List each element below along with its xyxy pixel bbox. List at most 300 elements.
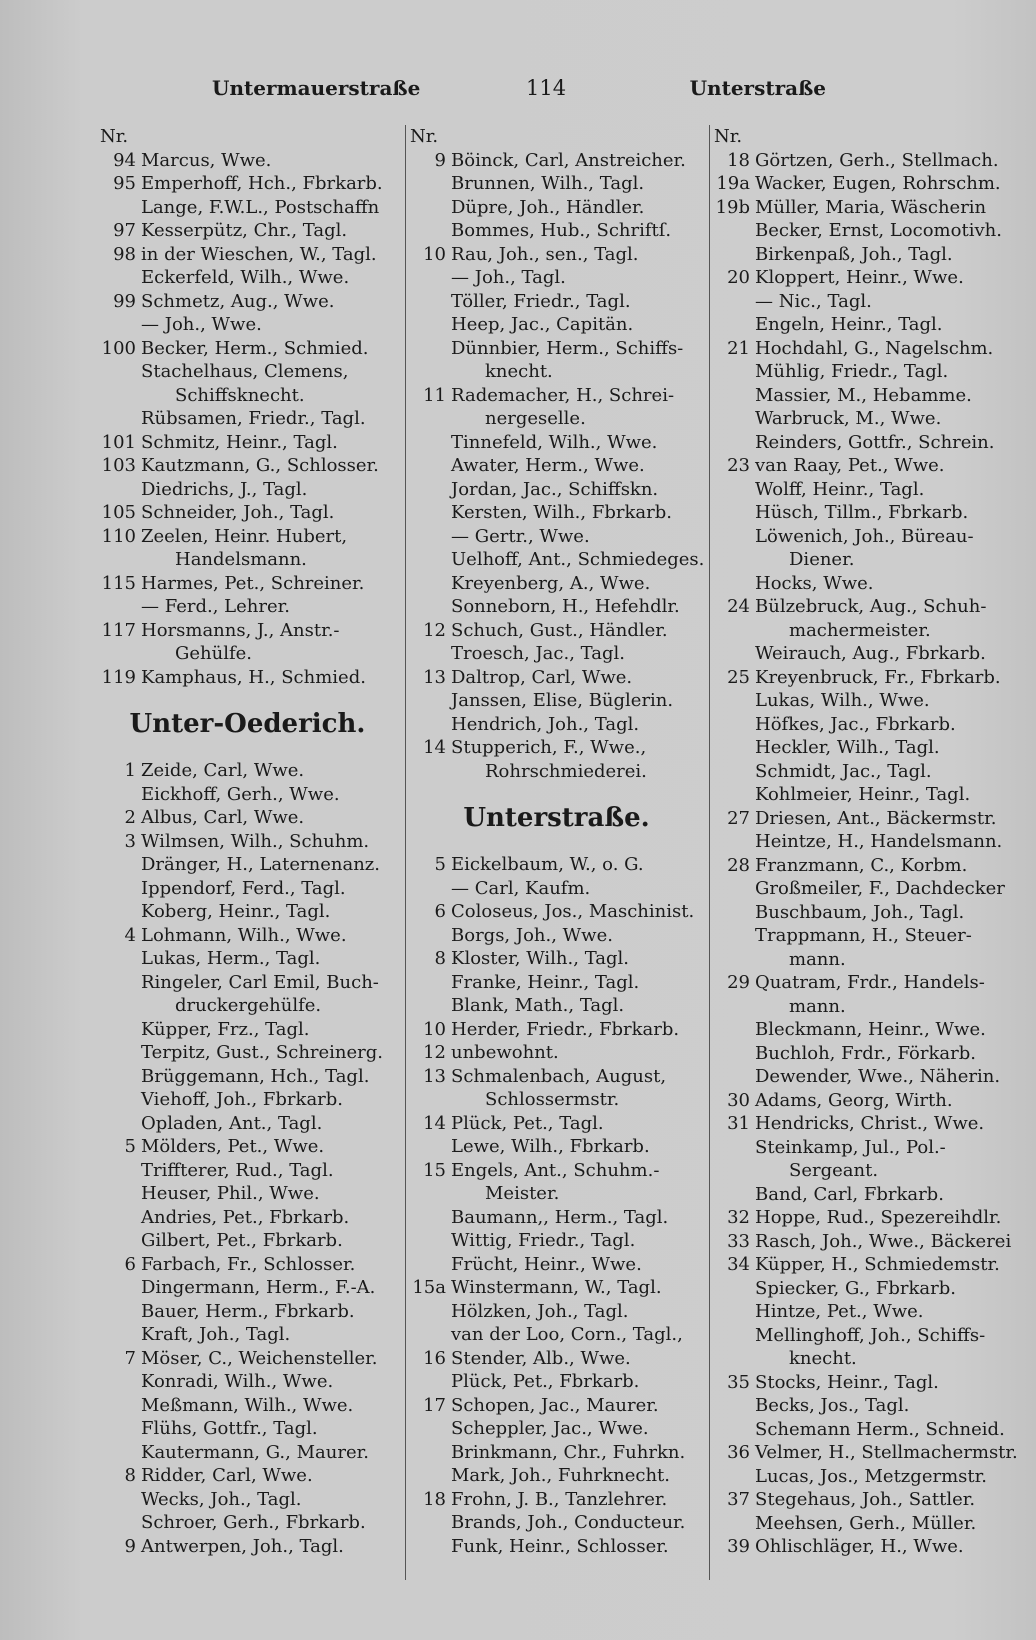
directory-entry (714, 1465, 1011, 1489)
directory-entry (714, 266, 1011, 290)
house-number: 100 (101, 337, 136, 359)
directory-entry (714, 1277, 1011, 1301)
resident-text: Eckerfeld, Wilh., Wwe. (141, 267, 350, 288)
directory-entry (714, 1183, 1011, 1207)
resident-text: Franzmann, C., Korbm. (755, 854, 968, 876)
directory-entry (100, 501, 395, 525)
resident-text: Lange, F.W.L., Postschaffn (141, 196, 380, 218)
directory-entry (410, 1347, 703, 1371)
house-number: 4 (124, 924, 136, 946)
directory-entry (714, 360, 1011, 384)
directory-entry (410, 1112, 703, 1136)
resident-text: Bauer, Herm., Fbrkarb. (141, 1300, 355, 1322)
resident-text: Heep, Jac., Capitän. (451, 314, 634, 335)
resident-text: Winstermann, W., Tagl. (451, 1277, 662, 1298)
resident-text: Ridder, Carl, Wwe. (141, 1465, 313, 1486)
resident-text: Küpper, H., Schmiedemstr. (755, 1254, 1000, 1275)
house-number: 11 (423, 384, 446, 406)
directory-entry (100, 360, 395, 384)
directory-entry (714, 689, 1011, 713)
directory-entry (410, 1323, 703, 1347)
resident-text: Schroer, Gerh., Fbrkarb. (141, 1512, 366, 1533)
house-number: 97 (113, 220, 136, 241)
resident-text: Antwerpen, Joh., Tagl. (141, 1535, 344, 1557)
directory-entry (410, 642, 703, 666)
resident-text: Schlossermstr. (485, 1089, 620, 1110)
directory-entry (100, 1347, 395, 1371)
resident-text: Schemann Herm., Schneid. (755, 1418, 1005, 1440)
resident-text: Görtzen, Gerh., Stellmach. (755, 149, 999, 171)
resident-text: Kesserpütz, Chr., Tagl. (141, 220, 348, 241)
resident-text: Lohmann, Wilh., Wwe. (141, 924, 347, 946)
directory-entry (714, 854, 1011, 878)
directory-entry (100, 1464, 395, 1488)
directory-entry (100, 1159, 395, 1183)
resident-text: — Ferd., Lehrer. (141, 596, 290, 617)
resident-text: Frohn, J. B., Tanzlehrer. (451, 1488, 668, 1510)
resident-text: nergeselle. (485, 408, 586, 429)
resident-text: Rademacher, H., Schrei- (451, 384, 675, 406)
directory-entry (410, 1206, 703, 1230)
house-number: 5 (434, 854, 446, 875)
directory-entry (714, 807, 1011, 831)
directory-entry (410, 1300, 703, 1324)
directory-entry (100, 1276, 395, 1300)
resident-text: Massier, M., Hebamme. (755, 384, 972, 406)
directory-entry (714, 1065, 1011, 1089)
directory-entry (410, 1065, 703, 1089)
resident-text: Schmitz, Heinr., Tagl. (141, 431, 338, 453)
house-number: 13 (423, 1065, 446, 1087)
directory-entry (410, 1276, 703, 1300)
directory-entry (410, 1041, 703, 1065)
entry-continuation (410, 1182, 703, 1206)
column-3 (709, 125, 1018, 1580)
resident-text: Kloppert, Heinr., Wwe. (755, 267, 964, 288)
resident-text: Kloster, Wilh., Tagl. (451, 948, 630, 969)
resident-text: Zeelen, Heinr. Hubert, (141, 525, 348, 547)
house-number: 13 (423, 666, 446, 688)
house-number: 34 (727, 1254, 750, 1275)
resident-text: in der Wieschen, W., Tagl. (141, 243, 377, 265)
directory-entry (100, 830, 395, 854)
resident-text: Rübsamen, Friedr., Tagl. (141, 408, 366, 429)
directory-entry (714, 1136, 1011, 1160)
resident-text: Dünnbier, Herm., Schiffs- (451, 337, 684, 359)
resident-text: Becks, Jos., Tagl. (755, 1395, 910, 1416)
directory-entry (410, 1488, 703, 1512)
resident-text: Dingermann, Herm., F.-A. (141, 1277, 376, 1298)
directory-entry (714, 713, 1011, 737)
directory-entry (714, 666, 1011, 690)
house-number: 117 (101, 619, 136, 641)
house-number: 94 (113, 149, 136, 171)
directory-entry (100, 290, 395, 314)
directory-entry (714, 877, 1011, 901)
directory-entry (410, 149, 703, 173)
directory-entry (714, 783, 1011, 807)
house-number: 29 (727, 972, 750, 993)
resident-text: Kohlmeier, Heinr., Tagl. (755, 784, 971, 805)
resident-text: unbewohnt. (451, 1042, 559, 1063)
directory-entry (100, 1441, 395, 1465)
resident-text: Bülzebruck, Aug., Schuh- (755, 596, 987, 617)
directory-entry (100, 595, 395, 619)
resident-text: Bleckmann, Heinr., Wwe. (755, 1019, 986, 1040)
house-number: 12 (423, 1042, 446, 1063)
directory-entry (410, 1018, 703, 1042)
directory-entry (714, 313, 1011, 337)
resident-text: Kersten, Wilh., Fbrkarb. (451, 502, 672, 523)
resident-text: Andries, Pet., Fbrkarb. (141, 1206, 350, 1228)
directory-entry (410, 454, 703, 478)
directory-entry (714, 736, 1011, 760)
resident-text: Lewe, Wilh., Fbrkarb. (451, 1136, 650, 1157)
house-number: 15a (412, 1277, 446, 1298)
directory-entry (714, 454, 1011, 478)
directory-entry (410, 1229, 703, 1253)
house-number: 23 (727, 455, 750, 476)
resident-text: Stachelhaus, Clemens, (141, 361, 349, 382)
resident-text: Triffterer, Rud., Tagl. (141, 1159, 334, 1181)
directory-entry (100, 947, 395, 971)
directory-entry (410, 1394, 703, 1418)
resident-text: Müller, Maria, Wäscherin (755, 196, 987, 218)
resident-text: Mölders, Pet., Wwe. (141, 1136, 325, 1157)
directory-entry (714, 290, 1011, 314)
resident-text: Steinkamp, Jul., Pol.- (755, 1136, 946, 1158)
resident-text: Schneider, Joh., Tagl. (141, 502, 335, 523)
house-number: 21 (727, 337, 750, 359)
header-right-street: Unterstraße (689, 76, 826, 100)
house-number: 6 (434, 901, 446, 922)
directory-entry (410, 877, 703, 901)
resident-text: Farbach, Fr., Schlosser. (141, 1253, 356, 1275)
directory-entry (714, 924, 1011, 948)
house-number: 115 (101, 572, 136, 594)
directory-entry (100, 783, 395, 807)
house-number: 25 (727, 666, 750, 688)
directory-entry (714, 431, 1011, 455)
resident-text: Stegehaus, Joh., Sattler. (755, 1489, 976, 1510)
directory-entry (410, 666, 703, 690)
resident-text: Heckler, Wilh., Tagl. (755, 737, 940, 758)
directory-entry (410, 947, 703, 971)
resident-text: Buschbaum, Joh., Tagl. (755, 901, 965, 923)
house-number: 8 (434, 948, 446, 969)
resident-text: Brinkmann, Chr., Fuhrkn. (451, 1441, 686, 1463)
page-number: 114 (526, 76, 567, 100)
directory-entry (410, 313, 703, 337)
resident-text: Buchloh, Frdr., Förkarb. (755, 1042, 976, 1064)
directory-entry (714, 219, 1011, 243)
house-number: 9 (124, 1535, 136, 1557)
directory-entry (714, 830, 1011, 854)
directory-entry (100, 877, 395, 901)
directory-entry (100, 407, 395, 431)
directory-entry (714, 1018, 1011, 1042)
house-number: 3 (124, 830, 136, 852)
directory-entry (714, 1253, 1011, 1277)
directory-entry (100, 454, 395, 478)
resident-text: Hintze, Pet., Wwe. (755, 1301, 924, 1322)
resident-text: Lukas, Herm., Tagl. (141, 948, 321, 969)
resident-text: Schmidt, Jac., Tagl. (755, 760, 932, 782)
directory-entry (100, 900, 395, 924)
directory-entry (100, 149, 395, 173)
resident-text: — Joh., Tagl. (451, 267, 566, 288)
directory-entry (714, 642, 1011, 666)
resident-text: Opladen, Ant., Tagl. (141, 1112, 323, 1134)
directory-entry (100, 619, 395, 643)
directory-entry (714, 407, 1011, 431)
resident-text: — Gertr., Wwe. (451, 525, 590, 547)
resident-text: Brands, Joh., Conducteur. (451, 1512, 686, 1533)
resident-text: Ringeler, Carl Emil, Buch- (141, 971, 379, 993)
directory-entry (410, 619, 703, 643)
directory-entry (100, 219, 395, 243)
entry-continuation (714, 1347, 1011, 1371)
resident-text: Flühs, Gottfr., Tagl. (141, 1418, 318, 1439)
directory-entry (410, 431, 703, 455)
directory-entry (100, 1253, 395, 1277)
directory-entry (100, 1535, 395, 1559)
directory-entry (410, 384, 703, 408)
house-number: 37 (727, 1489, 750, 1510)
resident-text: knecht. (485, 361, 553, 382)
directory-entry (714, 1371, 1011, 1395)
resident-text: Engeln, Heinr., Tagl. (755, 314, 943, 335)
directory-entry (100, 1112, 395, 1136)
directory-entry (410, 853, 703, 877)
entry-continuation (410, 407, 703, 431)
resident-text: Töller, Friedr., Tagl. (451, 290, 631, 312)
resident-text: machermeister. (789, 619, 931, 641)
resident-text: mann. (789, 995, 846, 1017)
directory-entry (714, 1418, 1011, 1442)
directory-entry (100, 1206, 395, 1230)
directory-entry (714, 243, 1011, 267)
directory-entry (714, 501, 1011, 525)
directory-entry (410, 196, 703, 220)
resident-text: Heuser, Phil., Wwe. (141, 1183, 320, 1204)
house-number: 19b (715, 196, 750, 218)
directory-entry (410, 1441, 703, 1465)
house-number: 95 (113, 173, 136, 194)
resident-text: Kamphaus, H., Schmied. (141, 666, 366, 688)
directory-entry (714, 1300, 1011, 1324)
house-number: 14 (423, 737, 446, 758)
house-number: 31 (727, 1113, 750, 1134)
resident-text: Eickelbaum, W., o. G. (451, 854, 644, 875)
resident-text: Schmalenbach, August, (451, 1065, 667, 1087)
directory-entry (100, 478, 395, 502)
house-number: 98 (113, 243, 136, 265)
resident-text: Weirauch, Aug., Fbrkarb. (755, 643, 986, 664)
resident-text: Becker, Ernst, Locomotivh. (755, 220, 1002, 241)
resident-text: Diener. (789, 549, 855, 570)
directory-entry (410, 290, 703, 314)
house-number: 119 (101, 666, 136, 688)
resident-text: Rohrschmiederei. (485, 760, 647, 782)
directory-entry (410, 1159, 703, 1183)
directory-entry (410, 994, 703, 1018)
house-number: 18 (423, 1488, 446, 1510)
directory-entry (410, 689, 703, 713)
resident-text: Sergeant. (789, 1160, 879, 1181)
house-number: 10 (423, 1018, 446, 1040)
directory-entry (100, 806, 395, 830)
resident-text: Gehülfe. (175, 643, 253, 664)
directory-entry (100, 1323, 395, 1347)
directory-entry (100, 1065, 395, 1089)
resident-text: Stocks, Heinr., Tagl. (755, 1371, 939, 1393)
street-section-heading: Unter-Oederich. (129, 709, 366, 739)
house-number: 101 (101, 431, 136, 453)
directory-entry (714, 149, 1011, 173)
house-number: 103 (101, 455, 136, 476)
resident-text: Troesch, Jac., Tagl. (451, 643, 625, 664)
directory-entry (100, 431, 395, 455)
house-number: 28 (727, 854, 750, 876)
resident-text: Küpper, Frz., Tagl. (141, 1018, 310, 1040)
resident-text: Großmeiler, F., Dachdecker (755, 878, 1005, 899)
entry-continuation (100, 384, 395, 408)
directory-entry (714, 525, 1011, 549)
resident-text: Viehoff, Joh., Fbrkarb. (141, 1089, 344, 1110)
directory-entry (100, 1041, 395, 1065)
resident-text: Adams, Georg, Wirth. (755, 1089, 953, 1111)
house-number: 105 (101, 502, 136, 523)
resident-text: Uelhoff, Ant., Schmiedeges. (451, 549, 705, 570)
directory-entry (100, 337, 395, 361)
resident-text: Hendrich, Joh., Tagl. (451, 713, 640, 735)
directory-entry (410, 924, 703, 948)
entry-continuation (100, 994, 395, 1018)
resident-text: Kreyenberg, A., Wwe. (451, 572, 651, 594)
resident-text: Hocks, Wwe. (755, 572, 874, 594)
resident-text: van Raay, Pet., Wwe. (755, 455, 945, 476)
resident-text: Scheppler, Jac., Wwe. (451, 1418, 649, 1439)
column-number-heading: Nr. (410, 126, 439, 147)
directory-entry (410, 548, 703, 572)
house-number: 12 (423, 619, 446, 641)
resident-text: Hüsch, Tillm., Fbrkarb. (755, 502, 969, 523)
directory-entry (410, 1511, 703, 1535)
directory-entry (410, 1535, 703, 1559)
header-left-street: Untermauerstraße (212, 76, 421, 100)
resident-text: Driesen, Ant., Bäckermstr. (755, 807, 997, 829)
directory-entry (714, 1488, 1011, 1512)
resident-text: Herder, Friedr., Fbrkarb. (451, 1018, 680, 1040)
resident-text: Konradi, Wilh., Wwe. (141, 1371, 334, 1392)
resident-text: Kraft, Joh., Tagl. (141, 1324, 291, 1345)
resident-text: Terpitz, Gust., Schreinerg. (141, 1042, 384, 1063)
resident-text: Rau, Joh., sen., Tagl. (451, 243, 639, 265)
resident-text: Frücht, Heinr., Wwe. (451, 1253, 642, 1275)
resident-text: Löwenich, Joh., Büreau- (755, 525, 974, 547)
resident-text: Schmetz, Aug., Wwe. (141, 290, 335, 312)
resident-text: Koberg, Heinr., Tagl. (141, 901, 331, 922)
house-number: 110 (101, 525, 136, 547)
directory-entry (714, 901, 1011, 925)
directory-entry (410, 525, 703, 549)
resident-text: Mellinghoff, Joh., Schiffs- (755, 1324, 986, 1346)
house-number: 32 (727, 1207, 750, 1228)
resident-text: Böinck, Carl, Anstreicher. (451, 149, 686, 171)
resident-text: Mark, Joh., Fuhrknecht. (451, 1465, 670, 1486)
directory-entry (100, 1511, 395, 1535)
house-number: 24 (727, 596, 750, 617)
directory-entry (714, 1112, 1011, 1136)
resident-text: Albus, Carl, Wwe. (141, 807, 305, 828)
house-number: 33 (727, 1230, 750, 1252)
resident-text: Stender, Alb., Wwe. (451, 1347, 631, 1369)
resident-text: Janssen, Elise, Büglerin. (451, 690, 674, 711)
resident-text: Meehsen, Gerh., Müller. (755, 1512, 977, 1534)
directory-entry (100, 1135, 395, 1159)
directory-entry (714, 172, 1011, 196)
resident-text: Harmes, Pet., Schreiner. (141, 572, 365, 594)
directory-entry (100, 313, 395, 337)
entry-continuation (714, 995, 1011, 1019)
resident-text: Becker, Herm., Schmied. (141, 337, 369, 359)
directory-entry (714, 1089, 1011, 1113)
resident-text: Sonneborn, H., Hefehdlr. (451, 596, 680, 617)
resident-text: Hendricks, Christ., Wwe. (755, 1113, 985, 1134)
resident-text: Wolff, Heinr., Tagl. (755, 478, 925, 500)
directory-entry (714, 1206, 1011, 1230)
resident-text: Trappmann, H., Steuer- (755, 925, 972, 946)
house-number: 15 (423, 1159, 446, 1181)
resident-text: Birkenpaß, Joh., Tagl. (755, 243, 953, 265)
directory-entry (100, 853, 395, 877)
resident-text: Dränger, H., Laternenanz. (141, 854, 381, 875)
column-1 (100, 125, 395, 1580)
directory-entry (714, 1324, 1011, 1348)
directory-entry (410, 1464, 703, 1488)
resident-text: Kautzmann, G., Schlosser. (141, 455, 379, 476)
resident-text: Handelsmann. (175, 549, 307, 570)
directory-entry (410, 243, 703, 267)
resident-text: Franke, Heinr., Tagl. (451, 971, 640, 993)
resident-text: Baumann,, Herm., Tagl. (451, 1206, 669, 1228)
resident-text: Möser, C., Weichensteller. (141, 1347, 378, 1369)
resident-text: — Joh., Wwe. (141, 314, 262, 335)
directory-entry (100, 1229, 395, 1253)
directory-entry (100, 1018, 395, 1042)
resident-text: Schopen, Jac., Maurer. (451, 1394, 659, 1416)
resident-text: Coloseus, Jos., Maschinist. (451, 901, 695, 922)
directory-entry (410, 1135, 703, 1159)
entry-continuation (714, 948, 1011, 972)
resident-text: druckergehülfe. (175, 995, 322, 1016)
resident-text: Mühlig, Friedr., Tagl. (755, 361, 949, 382)
resident-text: Daltrop, Carl, Wwe. (451, 666, 633, 688)
resident-text: Schiffsknecht. (175, 384, 305, 406)
resident-text: Brunnen, Wilh., Tagl. (451, 173, 645, 194)
resident-text: Awater, Herm., Wwe. (451, 455, 645, 476)
directory-entry (410, 266, 703, 290)
house-number: 18 (727, 149, 750, 171)
resident-text: Marcus, Wwe. (141, 149, 272, 171)
resident-text: Reinders, Gottfr., Schrein. (755, 431, 995, 453)
house-number: 27 (727, 807, 750, 829)
directory-entry (714, 1042, 1011, 1066)
entry-continuation (100, 548, 395, 572)
resident-text: Zeide, Carl, Wwe. (141, 760, 305, 781)
house-number: 16 (423, 1347, 446, 1369)
